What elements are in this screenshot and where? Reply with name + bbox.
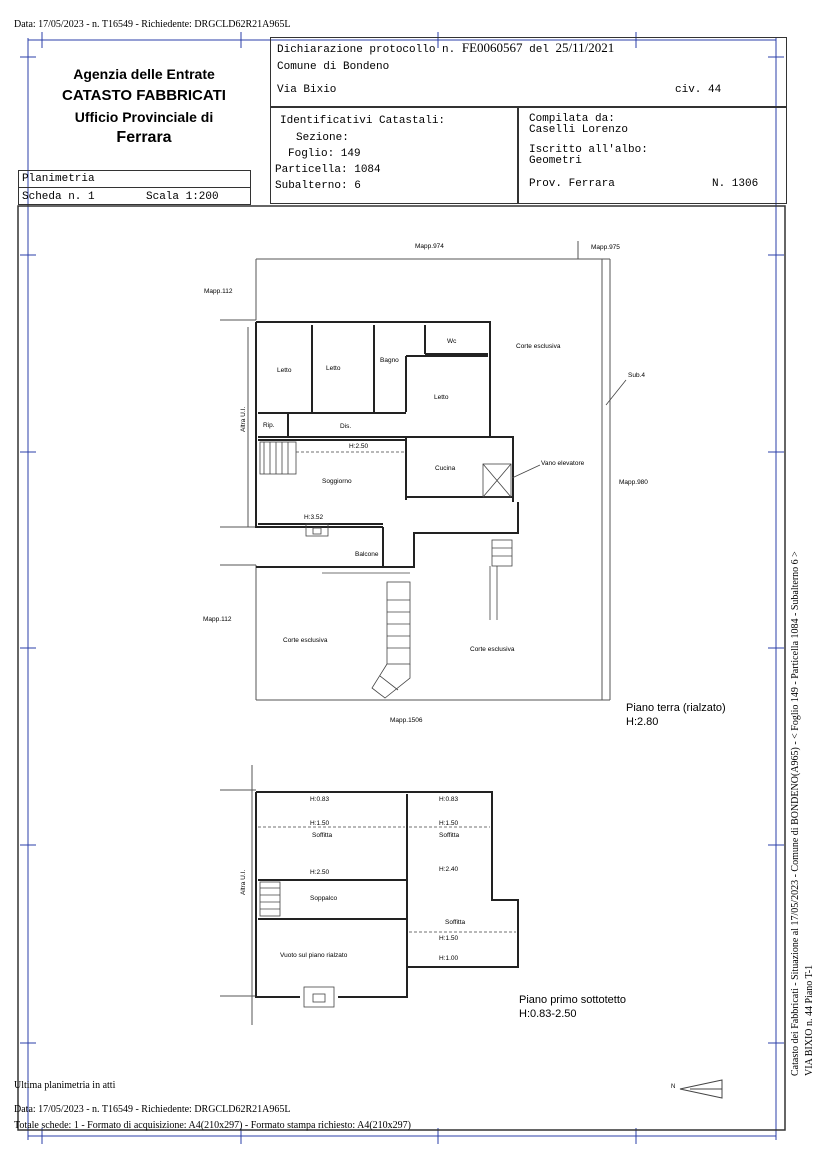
header-request-info: Data: 17/05/2023 - n. T16549 - Richiedente: DRGCLD62R21A965L (14, 19, 291, 30)
label-altra-ui-upper: Altra U.I. (240, 869, 247, 895)
room-ripostiglio: Rip. (263, 422, 275, 429)
north-arrow-icon (680, 1080, 722, 1098)
height-h150-lower: H:1.50 (439, 935, 459, 942)
address: Via Bixio (277, 84, 337, 96)
area-corte-right: Corte esclusiva (470, 646, 515, 653)
catasto-title: CATASTO FABBRICATI (62, 87, 226, 104)
ufficio-label: Ufficio Provinciale di (74, 109, 214, 125)
ground-floor-height: H:2.80 (626, 716, 659, 728)
civic-number: civ. 44 (675, 84, 722, 96)
label-mapp974: Mapp.974 (415, 243, 444, 250)
protocol-number: FE0060567 (461, 40, 523, 55)
albo-label: Iscritto all'albo: (529, 144, 648, 156)
area-corte-top: Corte esclusiva (516, 343, 561, 350)
upper-floor-height: H:0.83-2.50 (519, 1008, 577, 1020)
scheda-number: Scheda n. 1 (22, 191, 95, 203)
particella: Particella: 1084 (275, 164, 381, 176)
side-catasto-info: Catasto dei Fabbricati - Situazione al 17/05/2023 - Comune di BONDENO(A965) - < Foglio 149 - Particella 1084 - Subalterno 6 > (790, 551, 801, 1076)
agency-name: Agenzia delle Entrate (73, 66, 215, 82)
label-sub4: Sub.4 (628, 372, 645, 379)
sezione: Sezione: (296, 132, 349, 144)
room-soffitta-right: Soffitta (439, 832, 460, 839)
label-mapp112-bottom: Mapp.112 (203, 616, 232, 623)
province: Prov. Ferrara (529, 178, 615, 190)
room-soggiorno: Soggiorno (322, 478, 352, 485)
area-vuoto: Vuoto sul piano rialzato (280, 952, 348, 959)
height-h083-right: H:0.83 (439, 796, 459, 803)
height-h250-ground: H:2.50 (349, 443, 369, 450)
label-vano-elevatore: Vano elevatore (541, 460, 585, 467)
ufficio-city: Ferrara (116, 129, 172, 146)
height-h352: H:3.52 (304, 514, 324, 521)
planimetria-label: Planimetria (22, 173, 95, 185)
protocol-date: 25/11/2021 (555, 40, 615, 55)
height-h150-right: H:1.50 (439, 820, 459, 827)
room-soppalco: Soppalco (310, 895, 338, 902)
registration-number: N. 1306 (712, 178, 759, 190)
room-letto-2: Letto (326, 365, 341, 372)
upper-floor-title: Piano primo sottotetto (519, 994, 627, 1006)
ground-floor-title: Piano terra (rialzato) (626, 702, 726, 714)
label-mapp975: Mapp.975 (591, 244, 620, 251)
label-mapp112-top: Mapp.112 (204, 288, 233, 295)
room-soffitta-lower: Soffitta (445, 919, 466, 926)
identificativi-title: Identificativi Catastali: (280, 115, 446, 127)
height-h083-left: H:0.83 (310, 796, 330, 803)
room-soffitta-left: Soffitta (312, 832, 333, 839)
declaration-line: Dichiarazione protocollo n. FE0060567 del 25/11/2021 (277, 40, 615, 56)
foglio: Foglio: 149 (288, 148, 361, 160)
footer-request-info: Data: 17/05/2023 - n. T16549 - Richiedente: DRGCLD62R21A965L (14, 1104, 291, 1115)
north-label: N (671, 1084, 676, 1090)
area-corte-left: Corte esclusiva (283, 637, 328, 644)
room-disimpegno: Dis. (340, 423, 352, 430)
label-altra-ui-ground: Altra U.I. (240, 406, 247, 432)
room-bagno: Bagno (380, 357, 399, 364)
footer-ultima-planimetria: Ultima planimetria in atti (14, 1080, 116, 1091)
footer-totale-schede: Totale schede: 1 - Formato di acquisizione: A4(210x297) - Formato stampa richiesto: A4(210x297) (14, 1120, 411, 1131)
height-h250-upper: H:2.50 (310, 869, 330, 876)
compilata-name: Caselli Lorenzo (529, 124, 629, 136)
subalterno: Subalterno: 6 (275, 180, 361, 192)
label-mapp980: Mapp.980 (619, 479, 648, 486)
side-address-info: VIA BIXIO n. 44 Piano T-1 (804, 964, 815, 1076)
scala: Scala 1:200 (146, 191, 219, 203)
area-balcone: Balcone (355, 551, 379, 558)
height-h240: H:2.40 (439, 866, 459, 873)
height-h150-left: H:1.50 (310, 820, 330, 827)
label-mapp1506: Mapp.1506 (390, 717, 423, 724)
compilata-label: Compilata da: (529, 113, 615, 125)
albo-value: Geometri (529, 155, 582, 167)
height-h100: H:1.00 (439, 955, 459, 962)
room-letto-3: Letto (434, 394, 449, 401)
room-cucina: Cucina (435, 465, 456, 472)
room-letto-1: Letto (277, 367, 292, 374)
room-wc: Wc (447, 338, 457, 345)
comune: Comune di Bondeno (277, 61, 390, 73)
